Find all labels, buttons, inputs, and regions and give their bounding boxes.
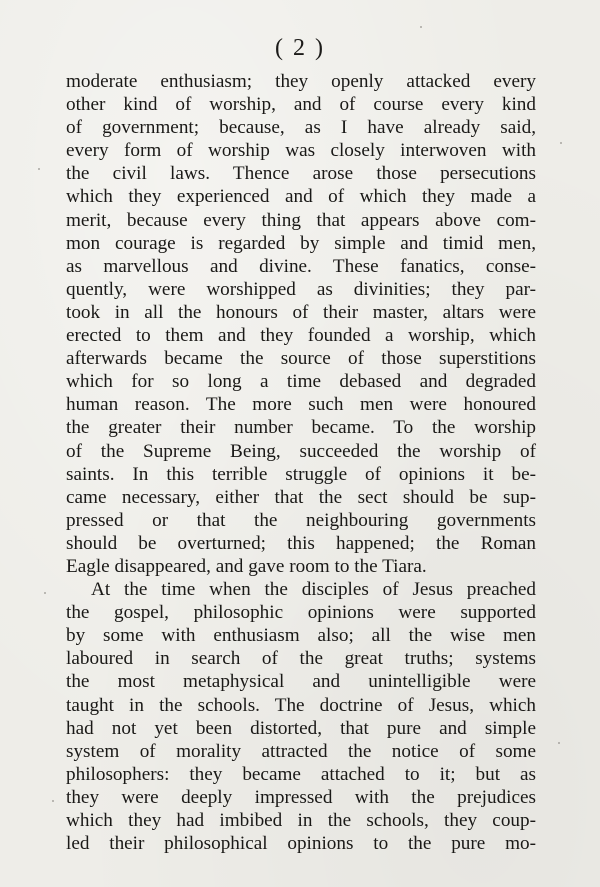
paper-speck — [38, 168, 40, 170]
text-line: which they experienced and of which they made a — [66, 186, 536, 208]
text-line: of government; because, as I have already said, — [66, 117, 536, 139]
text-line: philosophers: they became attached to it; but as — [66, 763, 536, 785]
text-line: should be overturned; this happened; the Roman — [66, 532, 536, 554]
text-line: every form of worship was closely interwoven with — [66, 140, 536, 162]
text-line: had not yet been distorted, that pure and simple — [66, 717, 536, 739]
paper-speck — [560, 142, 562, 144]
text-line: they were deeply impressed with the prejudices — [66, 786, 536, 808]
text-line: the civil laws. Thence arose those persecutions — [66, 163, 536, 185]
text-line: system of morality attracted the notice of some — [66, 740, 536, 762]
text-line: which for so long a time debased and degraded — [66, 371, 536, 393]
text-line: erected to them and they founded a worship, which — [66, 325, 536, 347]
text-line: saints. In this terrible struggle of opinions it be- — [66, 463, 536, 485]
text-line: pressed or that the neighbouring governments — [66, 509, 536, 531]
paper-speck — [420, 26, 422, 28]
text-line: came necessary, either that the sect should be sup- — [66, 486, 536, 508]
text-line: afterwards became the source of those superstitions — [66, 348, 536, 370]
text-line: the most metaphysical and unintelligible were — [66, 671, 536, 693]
text-line: as marvellous and divine. These fanatics, conse- — [66, 255, 536, 277]
text-line: of the Supreme Being, succeeded the worship of — [66, 440, 536, 462]
body-text — [66, 70, 536, 855]
paper-speck — [44, 592, 46, 594]
text-line: by some with enthusiasm also; all the wise men — [66, 625, 536, 647]
text-line: the greater their number became. To the worship — [66, 417, 536, 439]
text-line: quently, were worshipped as divinities; they par- — [66, 278, 536, 300]
page-number: ( 2 ) — [275, 35, 325, 61]
text-line: merit, because every thing that appears above com- — [66, 209, 536, 231]
paper-speck — [52, 800, 54, 802]
text-line: moderate enthusiasm; they openly attacked every — [66, 71, 536, 92]
text-line-paragraph-start: At the time when the disciples of Jesus preached — [91, 579, 536, 601]
text-line: led their philosophical opinions to the pure mo- — [66, 833, 536, 855]
text-line-paragraph-end: Eagle disappeared, and gave room to the Tiara. — [66, 555, 427, 577]
text-line: taught in the schools. The doctrine of Jesus, which — [66, 694, 536, 716]
text-line: the gospel, philosophic opinions were supported — [66, 602, 536, 624]
text-line: mon courage is regarded by simple and timid men, — [66, 232, 536, 254]
text-line: human reason. The more such men were honoured — [66, 394, 536, 416]
paper-speck — [558, 742, 560, 744]
text-line: other kind of worship, and of course every kind — [66, 94, 536, 116]
text-line: which they had imbibed in the schools, they coup- — [66, 810, 536, 831]
text-line: took in all the honours of their master, altars were — [66, 301, 536, 323]
text-line: laboured in search of the great truths; systems — [66, 648, 536, 670]
